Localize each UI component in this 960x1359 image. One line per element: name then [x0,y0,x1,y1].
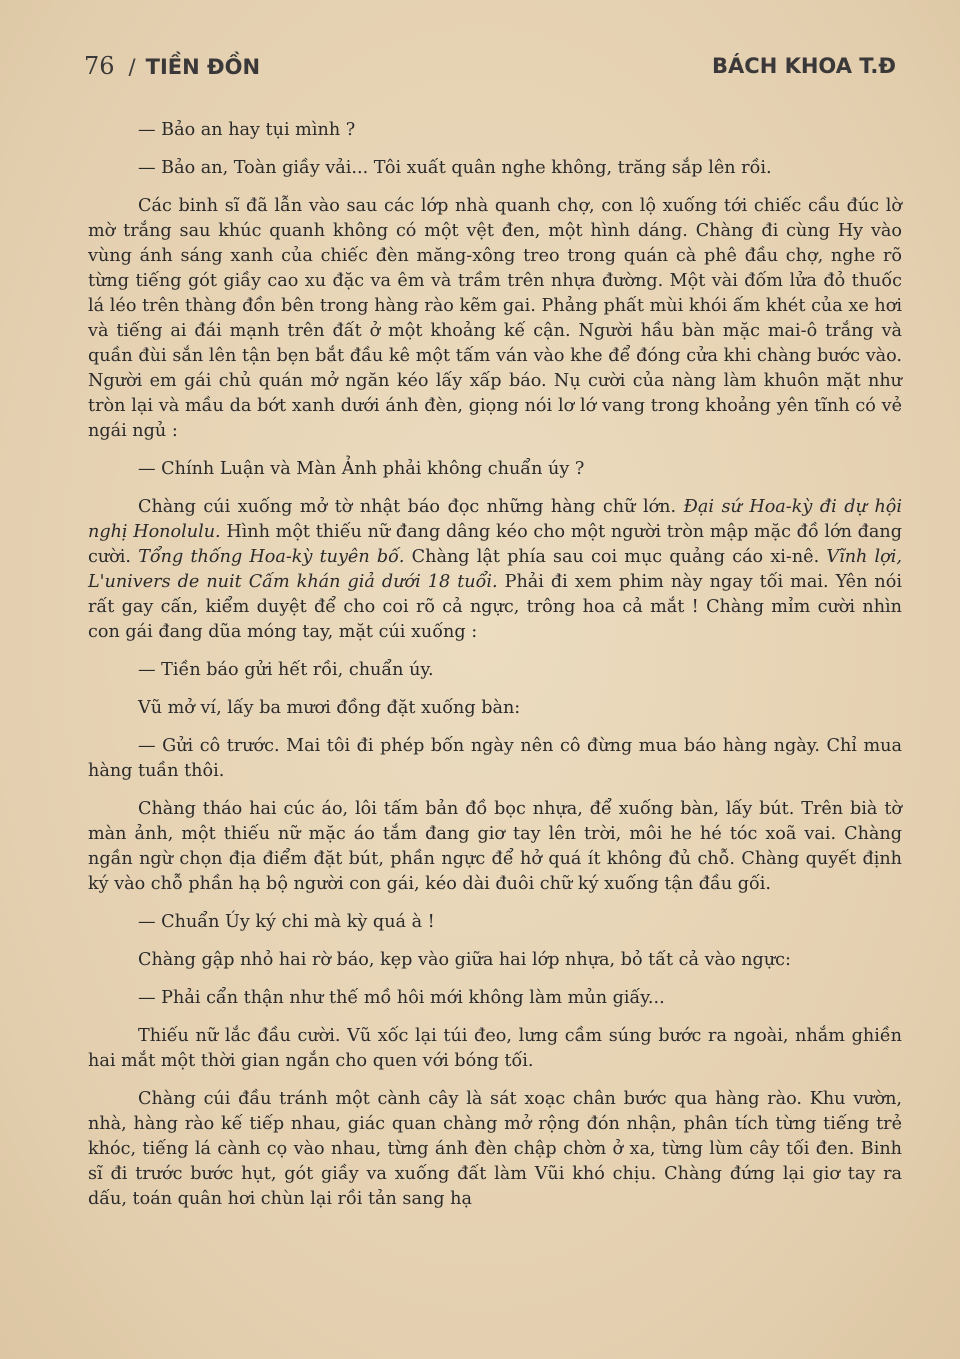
paragraph-4: — Chính Luận và Màn Ảnh phải không chuẩn úy ? [138,459,585,479]
paragraph-5-text-e: Chàng lật phía sau coi mục quảng cáo xi-nê. [404,547,827,567]
paragraph-6: — Tiền báo gửi hết rồi, chuẩn úy. [138,660,434,680]
page-number: 76 [84,52,115,80]
paragraph-5-text-c: Hình một thiếu nữ đang dâng kéo cho một người tròn mập mặc đồ lớn đang cười. [88,522,902,567]
paragraph-12: — Phải cẩn thận như thế mồ hôi mới không làm mủn giấy... [138,988,665,1008]
paragraph-1: — Bảo an hay tụi mình ? [138,120,356,140]
paragraph-5-text-g: Phải đi xem phim này ngay tối mai. Yên nói rất gay cấn, kiểm duyệt để cho coi rõ cả ngực, trông hoa cả mắt ! Chàng mỉm cười nhìn con gái đang dũa móng tay, mặt cúi xuống : [88,572,902,642]
paragraph-10: — Chuẩn Úy ký chi mà kỳ quá à ! [138,912,435,932]
paragraph-11: Chàng gập nhỏ hai rờ báo, kẹp vào giữa hai lớp nhựa, bỏ tất cả vào ngực: [138,950,791,970]
running-head-left [84,52,260,80]
paragraph-13: Thiếu nữ lắc đầu cười. Vũ xốc lại túi đeo, lưng cầm súng bước ra ngoài, nhắm ghiền hai mắt một thời gian ngắn cho quen với bóng tối. [88,1026,902,1071]
paragraph-9: Chàng tháo hai cúc áo, lôi tấm bản đồ bọc nhựa, để xuống bàn, lấy bút. Trên bià tờ màn ảnh, một thiếu nữ mặc áo tắm đang giơ tay lên trời, môi he hé tóc xoã vai. Chàng ngần ngừ chọn địa điểm đặt bút, phần ngực để hở quá ít không đủ chỗ. Chàng quyết định ký vào chỗ phần hạ bộ người con gái, kéo dài đuôi chữ ký xuống tận đầu gối. [88,799,902,894]
publication-name: BÁCH KHOA T.Đ [712,54,896,78]
headline-ambassador: Đại sứ Hoa-kỳ đi dự hội nghị Honolulu. [88,497,902,542]
paragraph-14: Chàng cúi đầu tránh một cành cây là sát xoạc chân bước qua hàng rào. Khu vườn, nhà, hàng rào kế tiếp nhau, giác quan chàng mở rộng đón nhận, phân tích từng tiếng trẻ khóc, tiếng lá cành cọ vào nhau, từng ánh đèn chập chờn ở xa, từng lùm cây tối đen. Binh sĩ đi trước bước hụt, gót giầy va xuống đất làm Vũi khó chịu. Chàng đứng lại giơ tay ra dấu, toán quân hơi chùn lại rồi tản sang hạ [88,1089,902,1209]
paragraph-2: — Bảo an, Toàn giầy vải... Tôi xuất quân nghe không, trăng sắp lên rồi. [138,158,772,178]
section-title: TIỀN ĐỒN [145,55,261,79]
paragraph-3: Các binh sĩ đã lẫn vào sau các lớp nhà quanh chợ, con lộ xuống tới chiếc cầu đúc lờ mờ trắng sau khúc quanh không có một vệt đen, một hình dáng. Chàng đi cùng Hy vào vùng ánh sáng xanh của chiếc đèn măng-xông treo trong quán cà phê đầu chợ, nghe rõ từng tiếng gót giầy cao xu đặc va êm và trầm trên nhựa đường. Một vài đốm lửa đỏ thuốc lá léo trên thàng đồn bên trong hàng rào kẽm gai. Phảng phất mùi khói ấm khét của xe hơi và tiếng ai đái mạnh trên đất ở một khoảng kế cận. Người hầu bàn mặc mai-ô trắng và quần đùi sắn lên tận bẹn bắt đầu kê một tấm ván vào khe để đóng cửa khi chàng bước vào. Người em gái chủ quán mở ngăn kéo lấy xấp báo. Nụ cười của nàng làm khuôn mặt như tròn lại và mầu da bớt xanh dưới ánh đèn, giọng nói lơ lớ vang trong khoảng yên tĩnh có vẻ ngái ngủ : [88,196,902,441]
paragraph-5-text-a: Chàng cúi xuống mở tờ nhật báo đọc những hàng chữ lớn. [138,497,684,517]
header-separator: / [128,55,136,79]
headline-president: Tổng thống Hoa-kỳ tuyên bố. [138,547,405,567]
cinema-listing: Vĩnh lợi, L'univers de nuit Cấm khán giả dưới 18 tuổi. [88,547,902,592]
paragraph-8: — Gửi cô trước. Mai tôi đi phép bốn ngày nên cô đừng mua báo hàng ngày. Chỉ mua hàng tuần thôi. [88,736,902,781]
paragraph-7: Vũ mở ví, lấy ba mươi đồng đặt xuống bàn: [138,698,521,718]
running-head [84,52,896,84]
article-body [88,118,902,1212]
paragraph-5 [88,495,902,645]
